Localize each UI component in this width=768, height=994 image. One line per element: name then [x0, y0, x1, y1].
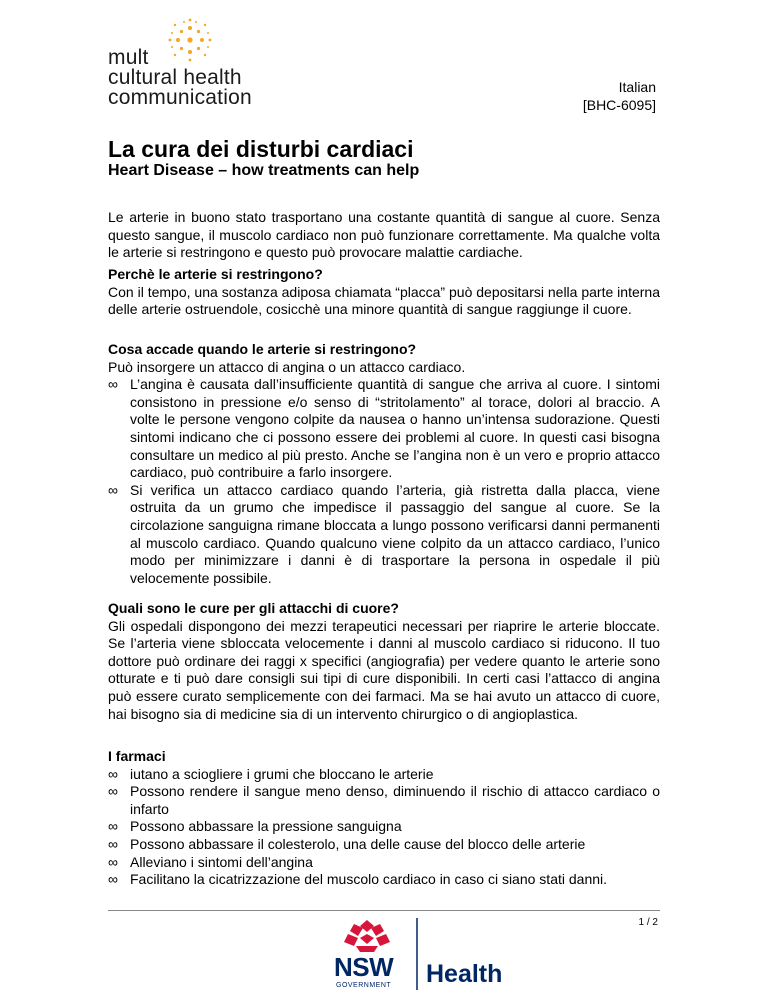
list-item: ∞ L’angina è causata dall’insufficiente quantità di sangue che arriva al cuore. I sintomi consistono in pressione e/o senso di “stritolamento” al torace, dolori al braccio. A volte le persone vengono colpite da nausea o hanno un’intensa sudorazione. Questi sintomi indicano che ci possono essere dei problemi al cuore. In questi casi bisogna consultare un medico al più presto. Anche se l’angina non è un vero e proprio attacco cardiaco, può contribuire a farlo insorgere. [108, 376, 660, 481]
section-body: Gli ospedali dispongono dei mezzi terapeutici necessari per riaprire le arterie bloccate. Se l’arteria viene sbloccata velocemente i danni al muscolo cardiaco si riducono. Il tuo dottore può ordinare dei raggi x specifici (angiografia) per vedere quanto le arterie sono otturate e ti può dare consigli sui tipi di cure disponibili. In certi casi l’attacco di angina può essere curato semplicemente con dei farmaci. Ma se hai avuto un attacco di cuore, hai bisogno sia di medicine sia di un intervento chirurgico o di angioplastica. [108, 617, 660, 722]
footer-divider [108, 910, 660, 911]
bullet-icon: ∞ [108, 835, 118, 852]
health-wordmark: Health [426, 960, 503, 988]
logo-line-1: mult [108, 46, 149, 69]
page-subtitle: Heart Disease – how treatments can help [108, 162, 420, 179]
section-medicines [108, 748, 660, 889]
nsw-wordmark: NSW [334, 952, 394, 982]
language-label: Italian [618, 79, 656, 95]
logo-line-2: cultural health [108, 66, 242, 89]
list-item: ∞ Facilitano la cicatrizzazione del muscolo cardiaco in caso ci siano stati danni. [108, 871, 608, 888]
section-heading: Quali sono le cure per gli attacchi di cuore? [108, 600, 399, 616]
document-language-block [583, 78, 656, 114]
section-heading: Cosa accade quando le arterie si restringono? [108, 341, 417, 357]
section-arteries-narrow [108, 266, 660, 319]
list-item: ∞ Alleviano i sintomi dell’angina [108, 853, 313, 870]
section-what-happens [108, 341, 660, 587]
bullet-icon: ∞ [108, 481, 118, 498]
nsw-health-logo [330, 912, 510, 994]
section-heading: Perchè le arterie si restringono? [108, 266, 323, 282]
bullet-list [108, 376, 660, 587]
section-heading: I farmaci [108, 748, 166, 764]
list-item: ∞ Si verifica un attacco cardiaco quando l’arteria, già ristretta dalla placca, viene ostruita da un grumo che impedisce il passaggio del sangue al cuore. Se la circolazione sanguigna rimane bloccata a lungo possono verificarsi danni permanenti al muscolo cardiaco. Quando qualcuno viene colpito da un attacco cardiaco, l’unico modo per minimizzare i danni è di trasportare la persona in ospedale il più velocemente possibile. [108, 481, 660, 586]
document-code: [BHC-6095] [582, 97, 656, 113]
list-item: ∞ Possono abbassare la pressione sanguigna [108, 818, 402, 835]
intro-paragraph: Le arterie in buono stato trasportano una costante quantità di sangue al cuore. Senza questo sangue, il muscolo cardiaco non può funzionare correttamente. Ma qualche volta le arterie si restringono e questo può provocare malattie cardiache. [108, 209, 660, 261]
bullet-icon: ∞ [108, 376, 118, 393]
bullet-icon: ∞ [108, 783, 118, 800]
list-item: ∞ iutano a sciogliere i grumi che bloccano le arterie [108, 765, 434, 782]
bullet-icon: ∞ [108, 818, 118, 835]
list-item: ∞ Possono rendere il sangue meno denso, diminuendo il rischio di attacco cardiaco o infarto [108, 783, 660, 817]
bullet-icon: ∞ [108, 853, 118, 870]
list-item: ∞ Possono abbassare il colesterolo, una delle cause del blocco delle arterie [108, 835, 586, 852]
bullet-list [108, 766, 660, 889]
section-body: Con il tempo, una sostanza adiposa chiamata “placca” può depositarsi nella parte interna delle arterie ostruendole, cosicchè una minore quantità di sangue raggiunge il cuore. [108, 283, 660, 318]
page-title: La cura dei disturbi cardiaci [108, 136, 414, 162]
bullet-icon: ∞ [108, 765, 118, 782]
bullet-icon: ∞ [108, 871, 118, 888]
government-label: GOVERNMENT [336, 982, 392, 989]
section-treatments [108, 600, 660, 723]
section-body: Può insorgere un attacco di angina o un attacco cardiaco. [108, 358, 466, 375]
logo-line-3: communication [108, 86, 252, 109]
multicultural-health-logo [108, 18, 308, 113]
page-number: 1 / 2 [638, 917, 658, 928]
